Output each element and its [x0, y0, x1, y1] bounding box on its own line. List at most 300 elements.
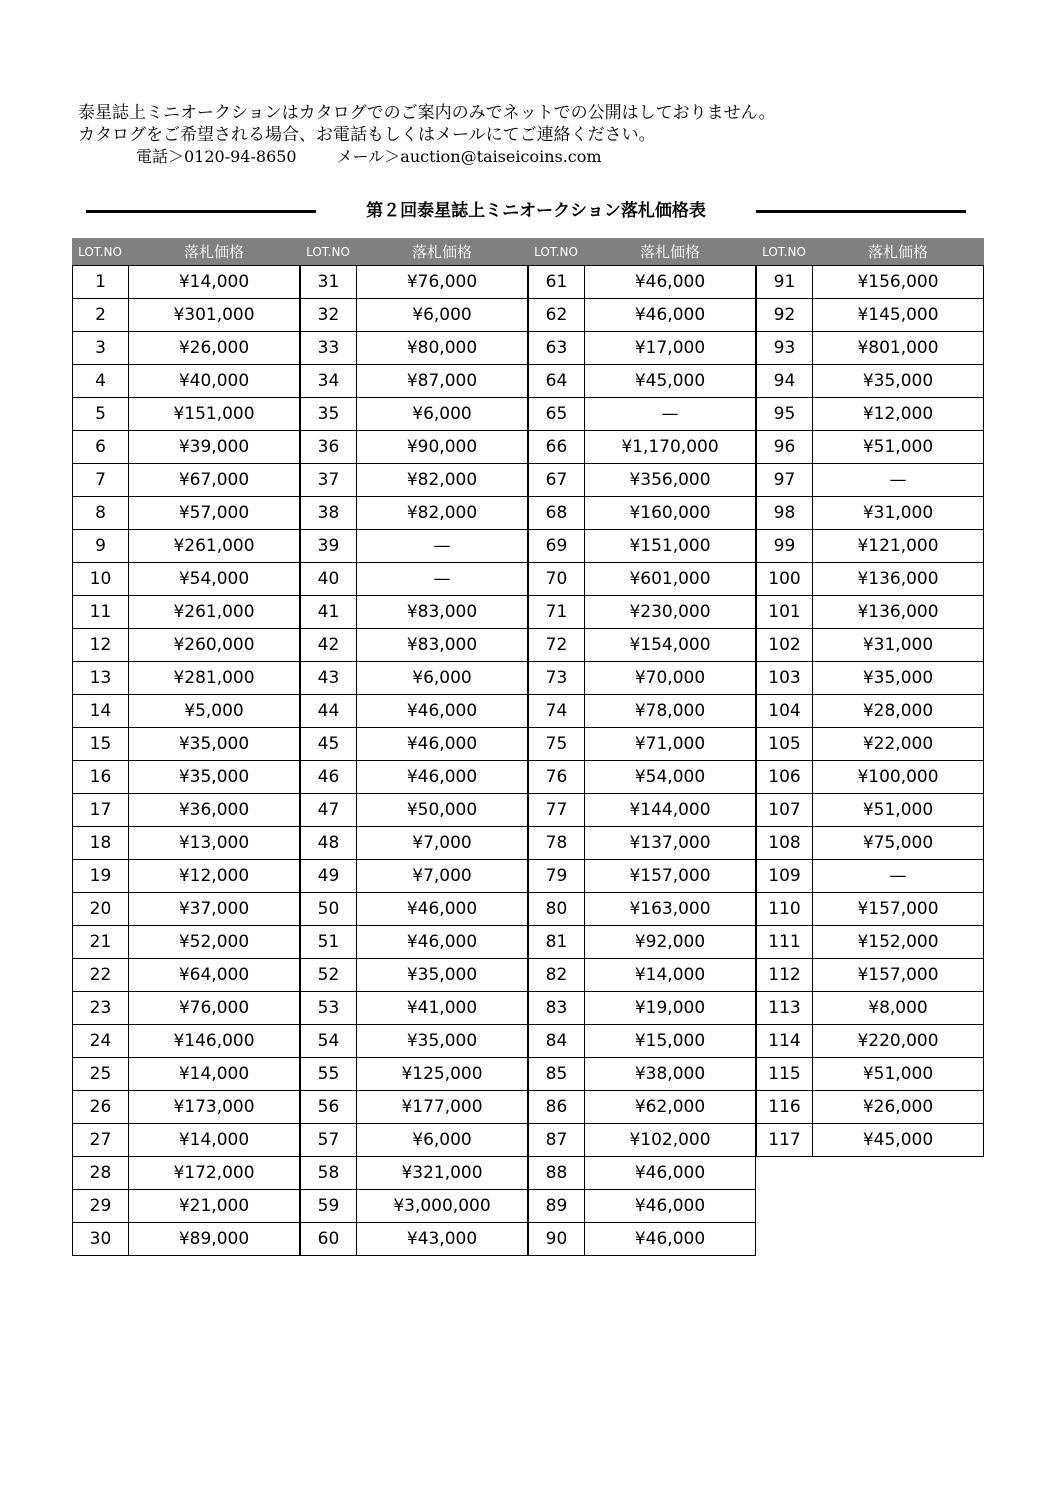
table-row [529, 893, 756, 926]
title-row [86, 198, 966, 224]
table-row [301, 1157, 528, 1190]
lot-number: 88 [529, 1157, 585, 1189]
table-row [757, 893, 984, 926]
results-grid [300, 265, 528, 1256]
lot-number: 110 [757, 893, 813, 925]
results-grid [72, 265, 300, 1256]
lot-number: 5 [73, 398, 129, 430]
lot-number: 72 [529, 629, 585, 661]
winning-price: ¥157,000 [585, 860, 756, 892]
winning-price: ¥17,000 [585, 332, 756, 364]
table-row [73, 1223, 300, 1256]
winning-price: ¥46,000 [585, 1190, 756, 1222]
winning-price: ¥136,000 [813, 596, 984, 628]
winning-price: ¥6,000 [357, 398, 528, 430]
lot-number: 64 [529, 365, 585, 397]
winning-price: ¥121,000 [813, 530, 984, 562]
lot-number: 23 [73, 992, 129, 1024]
winning-price: ¥15,000 [585, 1025, 756, 1057]
lot-number: 51 [301, 926, 357, 958]
winning-price: ¥261,000 [129, 596, 300, 628]
lot-number: 32 [301, 299, 357, 331]
winning-price: ¥301,000 [129, 299, 300, 331]
table-row [301, 761, 528, 794]
winning-price: ¥46,000 [585, 1157, 756, 1189]
winning-price: ¥173,000 [129, 1091, 300, 1123]
table-row [73, 365, 300, 398]
winning-price: ¥89,000 [129, 1223, 300, 1255]
lot-number: 96 [757, 431, 813, 463]
table-row [529, 596, 756, 629]
table-row [73, 662, 300, 695]
table-row [757, 596, 984, 629]
winning-price: ¥35,000 [357, 1025, 528, 1057]
table-row [529, 827, 756, 860]
winning-price: ¥75,000 [813, 827, 984, 859]
winning-price: ¥64,000 [129, 959, 300, 991]
table-row [301, 728, 528, 761]
column-header [756, 238, 984, 265]
table-row [301, 827, 528, 860]
table-row [301, 1091, 528, 1124]
winning-price: ¥83,000 [357, 629, 528, 661]
winning-price: ¥261,000 [129, 530, 300, 562]
winning-price: — [585, 398, 756, 430]
table-row [73, 860, 300, 893]
lot-number: 114 [757, 1025, 813, 1057]
table-row [301, 1025, 528, 1058]
table-row [529, 1091, 756, 1124]
table-row [757, 266, 984, 299]
lot-number: 91 [757, 266, 813, 298]
table-row [757, 695, 984, 728]
page-title: 第２回泰星誌上ミニオークション落札価格表 [366, 201, 706, 221]
intro-line-1: 泰星誌上ミニオークションはカタログでのご案内のみでネットでの公開はしておりません。 [78, 103, 776, 123]
table-row [301, 596, 528, 629]
lot-number: 58 [301, 1157, 357, 1189]
lot-number: 43 [301, 662, 357, 694]
winning-price: ¥43,000 [357, 1223, 528, 1255]
lot-number: 11 [73, 596, 129, 628]
lot-number: 47 [301, 794, 357, 826]
lot-number: 54 [301, 1025, 357, 1057]
lot-number: 33 [301, 332, 357, 364]
table-row [757, 398, 984, 431]
lot-number: 8 [73, 497, 129, 529]
results-column-2 [300, 238, 528, 1256]
table-row [529, 926, 756, 959]
lot-number: 74 [529, 695, 585, 727]
table-row [757, 662, 984, 695]
lot-number: 57 [301, 1124, 357, 1156]
table-row [301, 893, 528, 926]
lot-number-header: LOT.NO [762, 244, 806, 259]
table-row [301, 497, 528, 530]
lot-number: 12 [73, 629, 129, 661]
winning-price: ¥137,000 [585, 827, 756, 859]
lot-number: 44 [301, 695, 357, 727]
winning-price: ¥45,000 [585, 365, 756, 397]
lot-number: 109 [757, 860, 813, 892]
winning-price: ¥41,000 [357, 992, 528, 1024]
lot-number: 65 [529, 398, 585, 430]
table-row [73, 959, 300, 992]
lot-number-header: LOT.NO [306, 244, 350, 259]
results-column-4 [756, 238, 984, 1157]
lot-number: 63 [529, 332, 585, 364]
results-column-1 [72, 238, 300, 1256]
winning-price: ¥57,000 [129, 497, 300, 529]
table-row [529, 530, 756, 563]
table-row [301, 629, 528, 662]
table-row [301, 563, 528, 596]
table-row [73, 266, 300, 299]
table-row [73, 563, 300, 596]
winning-price: — [813, 464, 984, 496]
winning-price: ¥51,000 [813, 794, 984, 826]
winning-price: ¥157,000 [813, 959, 984, 991]
table-row [73, 926, 300, 959]
lot-number: 73 [529, 662, 585, 694]
winning-price: ¥35,000 [813, 662, 984, 694]
lot-number: 13 [73, 662, 129, 694]
lot-number-header: LOT.NO [78, 244, 122, 259]
lot-number: 92 [757, 299, 813, 331]
table-row [73, 1058, 300, 1091]
table-row [301, 959, 528, 992]
table-row [757, 926, 984, 959]
lot-number: 113 [757, 992, 813, 1024]
lot-number: 104 [757, 695, 813, 727]
table-row [529, 1124, 756, 1157]
lot-number: 10 [73, 563, 129, 595]
winning-price: ¥601,000 [585, 563, 756, 595]
lot-number: 90 [529, 1223, 585, 1255]
winning-price: ¥7,000 [357, 860, 528, 892]
winning-price: ¥145,000 [813, 299, 984, 331]
winning-price: ¥3,000,000 [357, 1190, 528, 1222]
title-rule-right [756, 210, 966, 213]
table-row [301, 299, 528, 332]
lot-number: 52 [301, 959, 357, 991]
winning-price: ¥78,000 [585, 695, 756, 727]
lot-number: 105 [757, 728, 813, 760]
lot-number: 55 [301, 1058, 357, 1090]
table-row [757, 860, 984, 893]
winning-price: ¥102,000 [585, 1124, 756, 1156]
table-row [301, 365, 528, 398]
winning-price-header: 落札価格 [867, 243, 928, 261]
winning-price: ¥46,000 [585, 1223, 756, 1255]
winning-price-header: 落札価格 [639, 243, 700, 261]
table-row [73, 398, 300, 431]
lot-number: 48 [301, 827, 357, 859]
winning-price: ¥46,000 [585, 266, 756, 298]
winning-price: ¥82,000 [357, 464, 528, 496]
winning-price: ¥80,000 [357, 332, 528, 364]
results-tables [72, 238, 985, 1254]
table-row [757, 992, 984, 1025]
table-row [73, 497, 300, 530]
table-row [73, 794, 300, 827]
winning-price: ¥90,000 [357, 431, 528, 463]
winning-price: ¥156,000 [813, 266, 984, 298]
table-row [529, 662, 756, 695]
winning-price: ¥39,000 [129, 431, 300, 463]
lot-number: 67 [529, 464, 585, 496]
table-row [73, 1025, 300, 1058]
table-row [757, 794, 984, 827]
lot-number: 80 [529, 893, 585, 925]
lot-number: 106 [757, 761, 813, 793]
lot-number: 14 [73, 695, 129, 727]
results-grid [528, 265, 756, 1256]
table-row [529, 1223, 756, 1256]
winning-price: ¥14,000 [585, 959, 756, 991]
winning-price: ¥28,000 [813, 695, 984, 727]
table-row [529, 1025, 756, 1058]
table-row [73, 761, 300, 794]
lot-number: 94 [757, 365, 813, 397]
winning-price: ¥6,000 [357, 299, 528, 331]
winning-price: ¥35,000 [129, 728, 300, 760]
winning-price: ¥230,000 [585, 596, 756, 628]
table-row [73, 530, 300, 563]
lot-number: 16 [73, 761, 129, 793]
lot-number: 28 [73, 1157, 129, 1189]
table-row [757, 464, 984, 497]
table-row [757, 1058, 984, 1091]
winning-price: ¥356,000 [585, 464, 756, 496]
lot-number: 1 [73, 266, 129, 298]
lot-number: 19 [73, 860, 129, 892]
lot-number: 112 [757, 959, 813, 991]
lot-number: 84 [529, 1025, 585, 1057]
lot-number: 82 [529, 959, 585, 991]
table-row [757, 365, 984, 398]
lot-number: 95 [757, 398, 813, 430]
table-row [529, 1190, 756, 1223]
lot-number: 78 [529, 827, 585, 859]
lot-number: 53 [301, 992, 357, 1024]
winning-price: ¥35,000 [357, 959, 528, 991]
table-row [301, 662, 528, 695]
table-row [73, 827, 300, 860]
winning-price: ¥26,000 [813, 1091, 984, 1123]
table-row [301, 794, 528, 827]
winning-price: ¥281,000 [129, 662, 300, 694]
table-row [301, 398, 528, 431]
column-header [528, 238, 756, 265]
table-row [529, 695, 756, 728]
table-row [301, 1058, 528, 1091]
winning-price: ¥26,000 [129, 332, 300, 364]
table-row [757, 332, 984, 365]
table-row [529, 332, 756, 365]
lot-number: 50 [301, 893, 357, 925]
lot-number: 26 [73, 1091, 129, 1123]
winning-price: ¥46,000 [585, 299, 756, 331]
winning-price: ¥160,000 [585, 497, 756, 529]
winning-price: ¥40,000 [129, 365, 300, 397]
winning-price: ¥52,000 [129, 926, 300, 958]
winning-price: ¥50,000 [357, 794, 528, 826]
table-row [757, 497, 984, 530]
lot-number: 111 [757, 926, 813, 958]
table-row [757, 1091, 984, 1124]
winning-price: ¥70,000 [585, 662, 756, 694]
winning-price: ¥46,000 [357, 893, 528, 925]
table-row [529, 497, 756, 530]
winning-price: ¥144,000 [585, 794, 756, 826]
winning-price: ¥36,000 [129, 794, 300, 826]
winning-price: ¥83,000 [357, 596, 528, 628]
table-row [73, 332, 300, 365]
table-row [529, 365, 756, 398]
winning-price: ¥151,000 [129, 398, 300, 430]
lot-number: 34 [301, 365, 357, 397]
table-row [301, 1190, 528, 1223]
table-row [301, 1124, 528, 1157]
table-row [529, 794, 756, 827]
table-row [529, 1058, 756, 1091]
lot-number: 45 [301, 728, 357, 760]
table-row [757, 728, 984, 761]
table-row [529, 563, 756, 596]
lot-number: 62 [529, 299, 585, 331]
winning-price: ¥82,000 [357, 497, 528, 529]
table-row [73, 893, 300, 926]
winning-price: ¥14,000 [129, 1124, 300, 1156]
lot-number: 18 [73, 827, 129, 859]
winning-price: ¥12,000 [129, 860, 300, 892]
lot-number: 76 [529, 761, 585, 793]
winning-price: ¥14,000 [129, 1058, 300, 1090]
lot-number-header: LOT.NO [534, 244, 578, 259]
table-row [301, 332, 528, 365]
table-row [73, 1190, 300, 1223]
winning-price: ¥146,000 [129, 1025, 300, 1057]
winning-price: ¥67,000 [129, 464, 300, 496]
lot-number: 27 [73, 1124, 129, 1156]
column-header [300, 238, 528, 265]
lot-number: 31 [301, 266, 357, 298]
table-row [529, 992, 756, 1025]
winning-price: ¥177,000 [357, 1091, 528, 1123]
lot-number: 66 [529, 431, 585, 463]
lot-number: 117 [757, 1124, 813, 1156]
winning-price: — [813, 860, 984, 892]
lot-number: 35 [301, 398, 357, 430]
table-row [73, 629, 300, 662]
table-row [301, 860, 528, 893]
winning-price: ¥5,000 [129, 695, 300, 727]
table-row [529, 1157, 756, 1190]
table-row [73, 464, 300, 497]
winning-price: ¥35,000 [813, 365, 984, 397]
winning-price: ¥163,000 [585, 893, 756, 925]
table-row [73, 1124, 300, 1157]
winning-price: ¥8,000 [813, 992, 984, 1024]
lot-number: 2 [73, 299, 129, 331]
lot-number: 101 [757, 596, 813, 628]
winning-price: ¥87,000 [357, 365, 528, 397]
lot-number: 97 [757, 464, 813, 496]
winning-price: ¥38,000 [585, 1058, 756, 1090]
winning-price: ¥19,000 [585, 992, 756, 1024]
winning-price: ¥54,000 [129, 563, 300, 595]
winning-price: ¥71,000 [585, 728, 756, 760]
winning-price: ¥152,000 [813, 926, 984, 958]
lot-number: 70 [529, 563, 585, 595]
lot-number: 85 [529, 1058, 585, 1090]
table-row [757, 629, 984, 662]
intro-line-2: カタログをご希望される場合、お電話もしくはメールにてご連絡ください。 [78, 125, 656, 145]
lot-number: 86 [529, 1091, 585, 1123]
winning-price: ¥54,000 [585, 761, 756, 793]
lot-number: 75 [529, 728, 585, 760]
lot-number: 102 [757, 629, 813, 661]
lot-number: 56 [301, 1091, 357, 1123]
winning-price: ¥157,000 [813, 893, 984, 925]
intro-text [78, 102, 776, 146]
winning-price: ¥21,000 [129, 1190, 300, 1222]
title-rule-left [86, 210, 316, 213]
winning-price: ¥151,000 [585, 530, 756, 562]
lot-number: 99 [757, 530, 813, 562]
winning-price: ¥1,170,000 [585, 431, 756, 463]
table-row [301, 926, 528, 959]
winning-price: — [357, 563, 528, 595]
lot-number: 61 [529, 266, 585, 298]
lot-number: 49 [301, 860, 357, 892]
lot-number: 81 [529, 926, 585, 958]
lot-number: 36 [301, 431, 357, 463]
lot-number: 71 [529, 596, 585, 628]
winning-price: ¥13,000 [129, 827, 300, 859]
table-row [301, 530, 528, 563]
winning-price: ¥321,000 [357, 1157, 528, 1189]
table-row [529, 860, 756, 893]
table-row [529, 959, 756, 992]
lot-number: 15 [73, 728, 129, 760]
table-row [529, 629, 756, 662]
lot-number: 17 [73, 794, 129, 826]
column-header [72, 238, 300, 265]
winning-price: ¥7,000 [357, 827, 528, 859]
winning-price: ¥172,000 [129, 1157, 300, 1189]
lot-number: 98 [757, 497, 813, 529]
winning-price: ¥76,000 [357, 266, 528, 298]
email-address: メール＞auction@taiseicoins.com [336, 147, 602, 166]
lot-number: 115 [757, 1058, 813, 1090]
contact-info [136, 146, 602, 168]
winning-price: ¥31,000 [813, 497, 984, 529]
winning-price: ¥12,000 [813, 398, 984, 430]
lot-number: 3 [73, 332, 129, 364]
table-row [301, 1223, 528, 1256]
winning-price: ¥46,000 [357, 728, 528, 760]
table-row [73, 992, 300, 1025]
table-row [301, 266, 528, 299]
winning-price: — [357, 530, 528, 562]
table-row [301, 464, 528, 497]
results-grid [756, 265, 984, 1157]
lot-number: 30 [73, 1223, 129, 1255]
lot-number: 59 [301, 1190, 357, 1222]
table-row [301, 695, 528, 728]
winning-price: ¥22,000 [813, 728, 984, 760]
